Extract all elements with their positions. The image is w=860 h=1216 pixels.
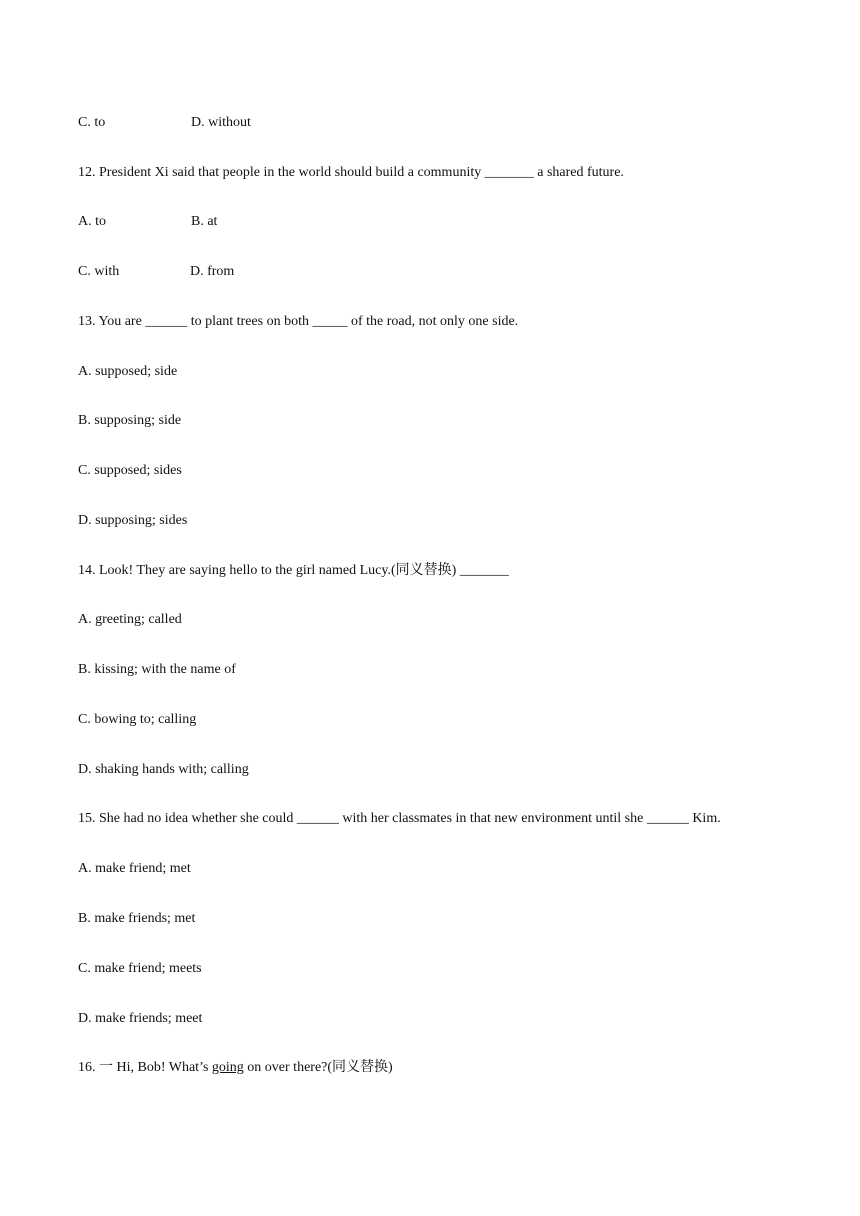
option-a: A. supposed; side (78, 364, 178, 379)
option-row-c-d (78, 114, 251, 132)
option-b: B. at (191, 214, 218, 229)
option-a: A. greeting; called (78, 612, 182, 627)
option-b: B. kissing; with the name of (78, 662, 236, 677)
underlined-word: going (211, 1060, 244, 1075)
question-12: 12. President Xi said that people in the world should build a community _______ a shared future. (78, 165, 624, 180)
option-c: C. with (78, 264, 120, 279)
option-d: D. from (190, 264, 235, 279)
option-a: A. make friend; met (78, 861, 191, 876)
option-row-a-b (78, 213, 218, 231)
option-a: A. to (78, 214, 106, 229)
question-15: 15. She had no idea whether she could ______ with her classmates in that new environment until she ______ Kim. (78, 811, 721, 826)
option-c: C. bowing to; calling (78, 712, 197, 727)
question-16-prefix: 16. 一 Hi, Bob! What’s (78, 1060, 212, 1075)
option-c: C. make friend; meets (78, 961, 202, 976)
question-16-suffix: on over there?(同义替换) (243, 1060, 393, 1075)
question-13: 13. You are ______ to plant trees on both _____ of the road, not only one side. (78, 314, 519, 329)
option-d: D. make friends; meet (78, 1011, 203, 1026)
option-b: B. make friends; met (78, 911, 196, 926)
option-c: C. supposed; sides (78, 463, 182, 478)
option-row-c-d (78, 263, 235, 281)
option-d: D. without (191, 115, 251, 130)
option-d: D. shaking hands with; calling (78, 762, 249, 777)
option-d: D. supposing; sides (78, 513, 188, 528)
question-14: 14. Look! They are saying hello to the girl named Lucy.(同义替换) _______ (78, 563, 509, 578)
option-b: B. supposing; side (78, 413, 182, 428)
question-16 (78, 1059, 393, 1077)
option-c: C. to (78, 115, 106, 130)
